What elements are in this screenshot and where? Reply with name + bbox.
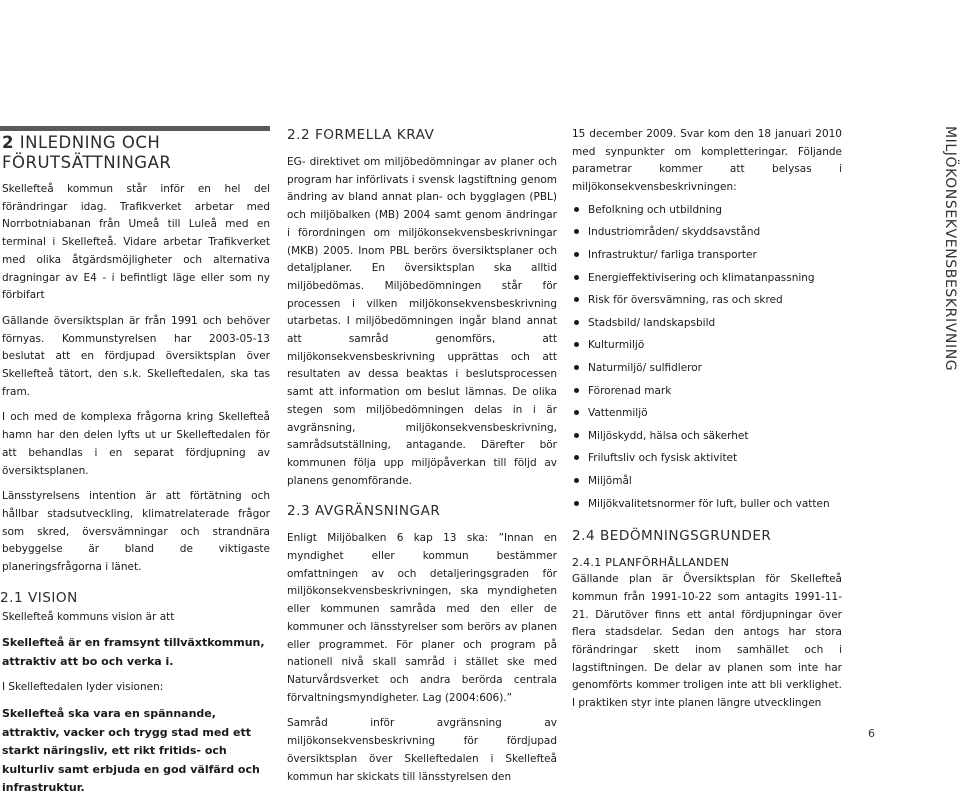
bullet-icon [574, 275, 579, 280]
vision-statement: Skellefteå är en framsynt tillväxtkommun, attraktiv att bo och verka i. [2, 636, 265, 668]
list-item: Miljömål [572, 474, 842, 497]
list-item: Risk för översvämning, ras och skred [572, 293, 842, 316]
heading-number: 2 [2, 133, 14, 152]
vision-heading: 2.1 VISION [0, 589, 78, 606]
page-number: 6 [868, 727, 875, 740]
list-item: Stadsbild/ landskapsbild [572, 316, 842, 339]
bullet-icon [574, 501, 579, 506]
list-item: Friluftsliv och fysisk aktivitet [572, 451, 842, 474]
formal-requirements-paragraph: EG- direktivet om miljöbedömningar av planer och program har införlivats i svensk lagstiftning genom ändring av bland annat plan- och bygglagen (PBL) och miljöbalken (MB) 2004 samt genom ändringar i förordningen om miljökonsekvensbeskrivningar (MKB) 2005. Inom PBL berörs översiktsplaner och detaljplaner. En översiktsplan ska alltid miljöbedömas. Miljöbedömningen står för processen i vilken miljökonsekvensbeskrivning utarbetas. I miljöbedömningen ingår bland annat att samråd genomförs, att miljökonsekvensbeskrivning upprättas och att resultaten av dessa beaktas i beslutsprocessen samt att information om beslut lämnas. De olika stegen som miljöbedömningen delas in i är avgränsning, miljökonsekvensbeskrivning, samrådsutställning, antagande. Därefter bör kommunen följa upp miljöpåverkan till följd av planens genomförande. [287, 156, 557, 487]
bullet-icon [574, 320, 579, 325]
column-3 [572, 126, 842, 713]
bullet-icon [574, 365, 579, 370]
side-title: MILJÖKONSEKVENSBESKRIVNING [942, 126, 958, 372]
criteria-heading: 2.4 BEDÖMNINGSGRUNDER [572, 528, 772, 545]
bullet-icon [574, 342, 579, 347]
list-item: Vattenmiljö [572, 406, 842, 429]
parameters-intro: 15 december 2009. Svar kom den 18 januari 2010 med synpunkter om kompletteringar. Följande parametrar kommer att belysas i miljökonsekvensbeskrivningen: [572, 128, 842, 194]
bullet-icon [574, 433, 579, 438]
valley-vision-intro: I Skelleftedalen lyder visionen: [2, 681, 164, 694]
bullet-icon [574, 252, 579, 257]
harbour-paragraph: I och med de komplexa frågorna kring Skellefteå hamn har den delen lyfts ut ur Skelleftedalen för att behandlas i en separat fördjupning av översiktsplanen. [2, 411, 270, 477]
scope-paragraph: Enligt Miljöbalken 6 kap 13 ska: ”Innan en myndighet eller kommun bestämmer omfattningen av och detaljeringsgraden för miljökonsekvensbeskrivningen, ska myndigheten eller kommunen samråda med den eller de kommuner och länsstyrelser som berörs av planen eller programmet. För planer och program på nationell nivå skall samråd i stället ske med Naturvårdsverket och andra berörda centrala förvaltningsmyndigheter. Lag (2004:606).” [287, 532, 557, 704]
vision-intro: Skellefteå kommuns vision är att [2, 610, 175, 623]
list-item: Energieffektivisering och klimatanpassning [572, 271, 842, 294]
heading-line-1: INLEDNING OCH [19, 133, 161, 152]
list-item: Förorenad mark [572, 384, 842, 407]
bullet-icon [574, 297, 579, 302]
list-item: Industriområden/ skyddsavstånd [572, 225, 842, 248]
list-item: Befolkning och utbildning [572, 203, 842, 226]
plan-paragraph: Gällande plan är Översiktsplan för Skellefteå kommun från 1991-10-22 som antagits 1991-11-21. Därutöver finns ett antal fördjupningar över flera stadsdelar. Sedan den antogs har stora förändringar skett inom samhället och i lagstiftningen. De delar av planen som inte har genomförts kommer troligen inte att bli verklighet. I praktiken styr inte planen längre utvecklingen [572, 573, 842, 710]
column-2 [287, 126, 557, 786]
accent-bar [0, 126, 270, 131]
plan-subheading: 2.4.1 PLANFÖRHÅLLANDEN [572, 556, 730, 570]
parameter-list [572, 203, 842, 519]
list-item: Kulturmiljö [572, 338, 842, 361]
bullet-icon [574, 207, 579, 212]
overview-plan-paragraph: Gällande översiktsplan är från 1991 och behöver förnyas. Kommunstyrelsen har 2003-05-13 beslutat att en fördjupad översiktsplan över Skellefteå tätort, den s.k. Skelleftedalen, ska tas fram. [2, 314, 270, 398]
bullet-icon [574, 455, 579, 460]
heading-line-2: FÖRUTSÄTTNINGAR [2, 153, 172, 172]
list-item: Miljöskydd, hälsa och säkerhet [572, 429, 842, 452]
scope-heading: 2.3 AVGRÄNSNINGAR [287, 503, 441, 520]
list-item: Naturmiljö/ sulfidleror [572, 361, 842, 384]
bullet-icon [574, 388, 579, 393]
county-paragraph: Länsstyrelsens intention är att förtätning och hållbar stadsutveckling, klimatrelaterade frågor som skred, översvämningar och strandnära bebyggelse är bland de viktigaste planeringsfrågorna i länet. [2, 490, 270, 574]
bullet-icon [574, 229, 579, 234]
bullet-icon [574, 478, 579, 483]
valley-vision-statement: Skellefteå ska vara en spännande, attraktiv, vacker och trygg stad med ett starkt näringsliv, ett rikt fritids- och kulturliv samt erbjuda en god välfärd och infrastruktur. [2, 707, 260, 795]
column-1 [0, 126, 270, 798]
list-item: Miljökvalitetsnormer för luft, buller och vatten [572, 497, 842, 520]
bullet-icon [574, 410, 579, 415]
consultation-paragraph: Samråd inför avgränsning av miljökonsekvensbeskrivning för fördjupad översiktsplan över Skelleftedalen i Skellefteå kommun har skickats till länsstyrelsen den [287, 717, 557, 783]
intro-paragraph: Skellefteå kommun står inför en hel del förändringar idag. Trafikverket arbetar med Norrbotniabanan från Umeå till Luleå med en terminal i Skellefteå. Vidare arbetar Trafikverket med olika åtgärdsmöjligheter och alternativa dragningar av E4 - i befintligt läge eller som ny förbifart [2, 183, 270, 302]
list-item: Infrastruktur/ farliga transporter [572, 248, 842, 271]
section-heading-2 [0, 133, 270, 173]
formal-requirements-heading: 2.2 FORMELLA KRAV [287, 127, 435, 143]
